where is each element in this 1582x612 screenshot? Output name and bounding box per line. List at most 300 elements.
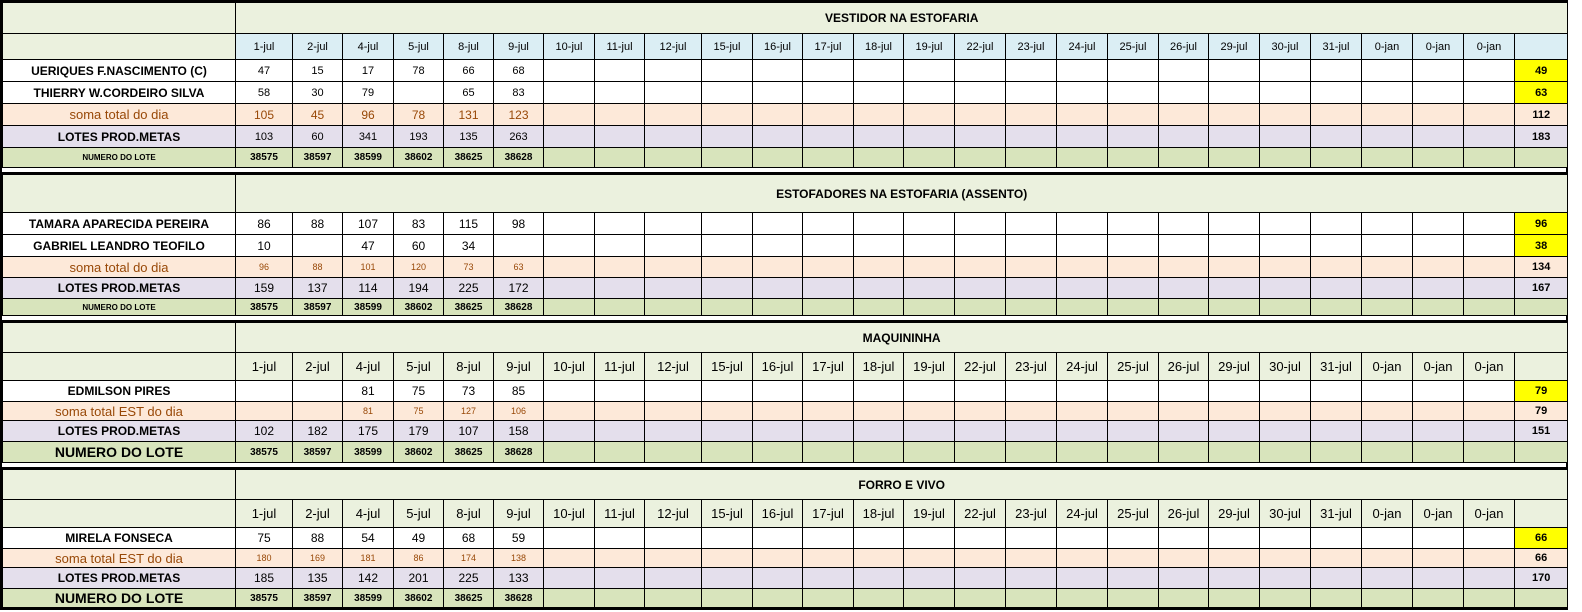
value-cell[interactable]: 81 [343,402,394,421]
value-cell[interactable]: 10 [236,235,293,257]
employee-name[interactable]: MIRELA FONSECA [3,528,236,549]
empty-cell[interactable] [1057,257,1108,278]
empty-cell[interactable] [1464,104,1515,126]
empty-cell[interactable] [1464,299,1515,316]
empty-cell[interactable] [1006,381,1057,402]
empty-cell[interactable] [854,257,904,278]
value-cell[interactable]: 225 [444,278,494,299]
empty-cell[interactable] [1362,257,1413,278]
date-header-cell[interactable]: 22-jul [955,34,1006,60]
date-header-cell[interactable]: 15-jul [702,500,753,528]
value-cell[interactable]: 123 [494,104,544,126]
total-cell[interactable]: 96 [1515,213,1568,235]
empty-cell[interactable] [544,104,595,126]
empty-cell[interactable] [595,589,645,608]
empty-cell[interactable] [1464,213,1515,235]
empty-cell[interactable] [1260,589,1311,608]
sum-label[interactable]: soma total EST do dia [3,549,236,568]
value-cell[interactable] [394,82,444,104]
value-cell[interactable]: 38575 [236,589,293,608]
value-cell[interactable]: 81 [343,381,394,402]
empty-cell[interactable] [753,528,803,549]
date-header-cell[interactable]: 0-jan [1464,34,1515,60]
date-header-cell[interactable]: 0-jan [1413,34,1464,60]
empty-cell[interactable] [1209,589,1260,608]
empty-cell[interactable] [854,126,904,148]
value-cell[interactable]: 83 [394,213,444,235]
empty-cell[interactable] [1311,60,1362,82]
empty-cell[interactable] [1057,381,1108,402]
date-header-cell[interactable]: 22-jul [955,500,1006,528]
empty-cell[interactable] [1006,82,1057,104]
lotes-label[interactable]: LOTES PROD.METAS [3,126,236,148]
lote-label[interactable]: NUMERO DO LOTE [3,148,236,168]
empty-cell[interactable] [1362,148,1413,168]
value-cell[interactable]: 73 [444,257,494,278]
empty-cell[interactable] [1209,82,1260,104]
empty-cell[interactable] [904,126,955,148]
empty-cell[interactable] [595,442,645,463]
value-cell[interactable]: 47 [343,235,394,257]
value-cell[interactable]: 101 [343,257,394,278]
empty-cell[interactable] [1159,402,1209,421]
empty-cell[interactable] [645,299,702,316]
empty-cell[interactable] [803,299,854,316]
empty-cell[interactable] [1311,104,1362,126]
empty-cell[interactable] [1311,126,1362,148]
date-header-cell[interactable]: 15-jul [702,353,753,381]
date-header-cell[interactable]: 1-jul [236,34,293,60]
value-cell[interactable]: 179 [394,421,444,442]
value-cell[interactable]: 30 [293,82,343,104]
empty-cell[interactable] [854,528,904,549]
empty-cell[interactable] [1464,442,1515,463]
empty-cell[interactable] [1209,568,1260,589]
value-cell[interactable]: 15 [293,60,343,82]
empty-cell[interactable] [753,299,803,316]
empty-cell[interactable] [645,235,702,257]
empty-cell[interactable] [1464,381,1515,402]
blank-cell[interactable] [3,3,236,34]
empty-cell[interactable] [1209,104,1260,126]
empty-cell[interactable] [1311,257,1362,278]
empty-cell[interactable] [1057,299,1108,316]
empty-cell[interactable] [753,104,803,126]
empty-cell[interactable] [1311,402,1362,421]
empty-cell[interactable] [1413,82,1464,104]
total-cell[interactable]: 134 [1515,257,1568,278]
empty-cell[interactable] [645,568,702,589]
date-header-cell[interactable]: 9-jul [494,353,544,381]
lotes-label[interactable]: LOTES PROD.METAS [3,421,236,442]
empty-cell[interactable] [955,257,1006,278]
empty-cell[interactable] [753,126,803,148]
value-cell[interactable]: 66 [444,60,494,82]
empty-cell[interactable] [1362,278,1413,299]
empty-cell[interactable] [595,148,645,168]
value-cell[interactable]: 131 [444,104,494,126]
empty-cell[interactable] [854,549,904,568]
empty-cell[interactable] [753,278,803,299]
empty-cell[interactable] [1006,402,1057,421]
empty-cell[interactable] [955,82,1006,104]
empty-cell[interactable] [1209,235,1260,257]
lotes-label[interactable]: LOTES PROD.METAS [3,278,236,299]
date-header-cell[interactable]: 24-jul [1057,353,1108,381]
empty-cell[interactable] [1413,589,1464,608]
empty-cell[interactable] [955,148,1006,168]
date-header-cell[interactable]: 5-jul [394,500,444,528]
empty-cell[interactable] [1260,528,1311,549]
value-cell[interactable]: 60 [293,126,343,148]
empty-cell[interactable] [1159,421,1209,442]
value-cell[interactable]: 38575 [236,442,293,463]
empty-cell[interactable] [645,213,702,235]
empty-cell[interactable] [595,60,645,82]
value-cell[interactable]: 58 [236,82,293,104]
lote-label[interactable]: NUMERO DO LOTE [3,299,236,316]
empty-cell[interactable] [1413,381,1464,402]
empty-cell[interactable] [702,213,753,235]
date-header-cell[interactable]: 30-jul [1260,500,1311,528]
empty-cell[interactable] [1057,402,1108,421]
empty-cell[interactable] [702,299,753,316]
value-cell[interactable] [293,235,343,257]
empty-cell[interactable] [1108,148,1159,168]
empty-cell[interactable] [1006,299,1057,316]
empty-cell[interactable] [544,257,595,278]
date-header-cell[interactable]: 24-jul [1057,34,1108,60]
empty-cell[interactable] [1362,126,1413,148]
empty-cell[interactable] [1209,549,1260,568]
empty-cell[interactable] [1311,235,1362,257]
value-cell[interactable]: 38575 [236,148,293,168]
empty-cell[interactable] [1260,549,1311,568]
empty-cell[interactable] [1006,528,1057,549]
empty-cell[interactable] [1362,421,1413,442]
empty-cell[interactable] [1159,549,1209,568]
date-header-cell[interactable]: 23-jul [1006,353,1057,381]
empty-cell[interactable] [1464,528,1515,549]
empty-cell[interactable] [1057,278,1108,299]
empty-cell[interactable] [595,568,645,589]
date-header-cell[interactable]: 1-jul [236,353,293,381]
sum-label[interactable]: soma total EST do dia [3,402,236,421]
date-header-cell[interactable]: 4-jul [343,34,394,60]
empty-cell[interactable] [753,421,803,442]
date-header-cell[interactable]: 10-jul [544,353,595,381]
value-cell[interactable]: 38597 [293,148,343,168]
empty-cell[interactable] [1108,278,1159,299]
total-cell[interactable]: 170 [1515,568,1568,589]
empty-cell[interactable] [955,60,1006,82]
total-cell[interactable]: 79 [1515,402,1568,421]
empty-cell[interactable] [1006,213,1057,235]
empty-cell[interactable] [1108,568,1159,589]
value-cell[interactable]: 142 [343,568,394,589]
empty-cell[interactable] [1311,82,1362,104]
value-cell[interactable]: 169 [293,549,343,568]
value-cell[interactable]: 225 [444,568,494,589]
empty-cell[interactable] [803,402,854,421]
employee-name[interactable]: TAMARA APARECIDA PEREIRA [3,213,236,235]
value-cell[interactable]: 103 [236,126,293,148]
total-header-cell[interactable] [1515,353,1568,381]
date-header-cell[interactable]: 30-jul [1260,353,1311,381]
empty-cell[interactable] [595,257,645,278]
date-header-cell[interactable]: 31-jul [1311,34,1362,60]
date-header-cell[interactable]: 19-jul [904,500,955,528]
empty-cell[interactable] [803,126,854,148]
date-header-cell[interactable]: 8-jul [444,500,494,528]
value-cell[interactable] [236,381,293,402]
date-header-cell[interactable]: 26-jul [1159,353,1209,381]
empty-cell[interactable] [955,549,1006,568]
empty-cell[interactable] [1006,589,1057,608]
empty-cell[interactable] [854,235,904,257]
empty-cell[interactable] [854,82,904,104]
date-header-cell[interactable]: 29-jul [1209,500,1260,528]
empty-cell[interactable] [1464,60,1515,82]
value-cell[interactable]: 65 [444,82,494,104]
empty-cell[interactable] [1260,213,1311,235]
empty-cell[interactable] [904,568,955,589]
empty-cell[interactable] [1362,381,1413,402]
value-cell[interactable]: 135 [444,126,494,148]
empty-cell[interactable] [1413,299,1464,316]
value-cell[interactable]: 38599 [343,299,394,316]
empty-cell[interactable] [904,257,955,278]
date-header-cell[interactable]: 23-jul [1006,34,1057,60]
value-cell[interactable]: 105 [236,104,293,126]
empty-cell[interactable] [1311,568,1362,589]
empty-cell[interactable] [1209,126,1260,148]
empty-cell[interactable] [854,60,904,82]
empty-cell[interactable] [1108,82,1159,104]
value-cell[interactable]: 63 [494,257,544,278]
empty-cell[interactable] [544,402,595,421]
value-cell[interactable]: 75 [394,381,444,402]
empty-cell[interactable] [702,381,753,402]
empty-cell[interactable] [1413,126,1464,148]
date-header-cell[interactable]: 5-jul [394,353,444,381]
empty-cell[interactable] [1260,104,1311,126]
value-cell[interactable]: 38597 [293,442,343,463]
lote-label[interactable]: NUMERO DO LOTE [3,589,236,608]
empty-cell[interactable] [1413,568,1464,589]
empty-cell[interactable] [753,60,803,82]
date-header-cell[interactable]: 23-jul [1006,500,1057,528]
total-cell[interactable]: 38 [1515,235,1568,257]
empty-cell[interactable] [1108,299,1159,316]
value-cell[interactable]: 83 [494,82,544,104]
empty-cell[interactable] [1108,213,1159,235]
value-cell[interactable]: 115 [444,213,494,235]
empty-cell[interactable] [1311,299,1362,316]
empty-cell[interactable] [645,126,702,148]
empty-cell[interactable] [702,421,753,442]
empty-cell[interactable] [1006,278,1057,299]
value-cell[interactable]: 341 [343,126,394,148]
empty-cell[interactable] [1108,126,1159,148]
value-cell[interactable]: 86 [394,549,444,568]
empty-cell[interactable] [803,421,854,442]
empty-cell[interactable] [702,549,753,568]
empty-cell[interactable] [1362,299,1413,316]
date-header-cell[interactable]: 15-jul [702,34,753,60]
value-cell[interactable]: 175 [343,421,394,442]
value-cell[interactable] [293,381,343,402]
total-header-cell[interactable] [1515,34,1568,60]
empty-cell[interactable] [645,442,702,463]
empty-cell[interactable] [1209,148,1260,168]
value-cell[interactable]: 38625 [444,299,494,316]
empty-cell[interactable] [854,381,904,402]
empty-cell[interactable] [854,213,904,235]
empty-cell[interactable] [702,148,753,168]
empty-cell[interactable] [854,589,904,608]
empty-cell[interactable] [1159,104,1209,126]
empty-cell[interactable] [904,82,955,104]
date-header-cell[interactable]: 26-jul [1159,34,1209,60]
empty-cell[interactable] [1108,381,1159,402]
value-cell[interactable]: 78 [394,60,444,82]
empty-cell[interactable] [1464,568,1515,589]
value-cell[interactable]: 38628 [494,299,544,316]
blank-cell[interactable] [3,323,236,353]
empty-cell[interactable] [645,528,702,549]
empty-cell[interactable] [1260,257,1311,278]
blank-cell[interactable] [3,500,236,528]
date-header-cell[interactable]: 8-jul [444,353,494,381]
empty-cell[interactable] [904,278,955,299]
value-cell[interactable]: 182 [293,421,343,442]
value-cell[interactable]: 75 [236,528,293,549]
value-cell[interactable]: 174 [444,549,494,568]
empty-cell[interactable] [955,299,1006,316]
empty-cell[interactable] [1464,82,1515,104]
value-cell[interactable]: 38628 [494,442,544,463]
value-cell[interactable] [494,235,544,257]
date-header-cell[interactable]: 5-jul [394,34,444,60]
empty-cell[interactable] [1159,568,1209,589]
empty-cell[interactable] [1362,402,1413,421]
empty-cell[interactable] [1362,568,1413,589]
empty-cell[interactable] [1209,421,1260,442]
empty-cell[interactable] [854,299,904,316]
date-header-cell[interactable]: 31-jul [1311,500,1362,528]
date-header-cell[interactable]: 0-jan [1464,353,1515,381]
empty-cell[interactable] [1159,60,1209,82]
empty-cell[interactable] [702,60,753,82]
empty-cell[interactable] [803,213,854,235]
value-cell[interactable]: 159 [236,278,293,299]
empty-cell[interactable] [904,381,955,402]
empty-cell[interactable] [1413,104,1464,126]
empty-cell[interactable] [1413,257,1464,278]
empty-cell[interactable] [1311,213,1362,235]
empty-cell[interactable] [702,235,753,257]
empty-cell[interactable] [1260,82,1311,104]
date-header-cell[interactable]: 29-jul [1209,353,1260,381]
value-cell[interactable] [293,402,343,421]
empty-cell[interactable] [645,278,702,299]
empty-cell[interactable] [904,104,955,126]
date-header-cell[interactable]: 0-jan [1413,353,1464,381]
date-header-cell[interactable]: 0-jan [1362,353,1413,381]
empty-cell[interactable] [1108,589,1159,608]
empty-cell[interactable] [904,589,955,608]
empty-cell[interactable] [645,421,702,442]
value-cell[interactable]: 38597 [293,299,343,316]
empty-cell[interactable] [1159,299,1209,316]
empty-cell[interactable] [1108,442,1159,463]
empty-cell[interactable] [1057,235,1108,257]
empty-cell[interactable] [1362,82,1413,104]
empty-cell[interactable] [854,278,904,299]
value-cell[interactable]: 96 [343,104,394,126]
date-header-cell[interactable]: 10-jul [544,500,595,528]
date-header-cell[interactable]: 17-jul [803,34,854,60]
value-cell[interactable]: 38602 [394,148,444,168]
empty-cell[interactable] [702,589,753,608]
value-cell[interactable]: 38597 [293,589,343,608]
empty-cell[interactable] [1108,104,1159,126]
blank-cell[interactable] [3,353,236,381]
empty-cell[interactable] [595,213,645,235]
empty-cell[interactable] [645,402,702,421]
empty-cell[interactable] [854,442,904,463]
empty-cell[interactable] [1006,104,1057,126]
blank-cell[interactable] [3,175,236,213]
empty-cell[interactable] [702,257,753,278]
empty-cell[interactable] [702,278,753,299]
empty-cell[interactable] [544,82,595,104]
empty-cell[interactable] [1159,82,1209,104]
date-header-cell[interactable]: 11-jul [595,500,645,528]
value-cell[interactable]: 17 [343,60,394,82]
date-header-cell[interactable]: 26-jul [1159,500,1209,528]
date-header-cell[interactable]: 29-jul [1209,34,1260,60]
date-header-cell[interactable]: 9-jul [494,500,544,528]
empty-cell[interactable] [544,235,595,257]
empty-cell[interactable] [955,104,1006,126]
value-cell[interactable]: 107 [343,213,394,235]
value-cell[interactable]: 96 [236,257,293,278]
date-header-cell[interactable]: 18-jul [854,353,904,381]
empty-cell[interactable] [1057,82,1108,104]
empty-cell[interactable] [1260,60,1311,82]
value-cell[interactable]: 88 [293,257,343,278]
empty-cell[interactable] [1260,568,1311,589]
empty-cell[interactable] [1006,549,1057,568]
date-header-cell[interactable]: 19-jul [904,34,955,60]
value-cell[interactable]: 98 [494,213,544,235]
date-header-cell[interactable]: 2-jul [293,353,343,381]
employee-name[interactable]: UERIQUES F.NASCIMENTO (C) [3,60,236,82]
value-cell[interactable]: 38575 [236,299,293,316]
empty-cell[interactable] [803,528,854,549]
empty-cell[interactable] [1311,381,1362,402]
empty-cell[interactable] [702,126,753,148]
empty-cell[interactable] [1260,442,1311,463]
date-header-cell[interactable]: 2-jul [293,34,343,60]
employee-name[interactable]: GABRIEL LEANDRO TEOFILO [3,235,236,257]
empty-cell[interactable] [803,148,854,168]
empty-cell[interactable] [1413,60,1464,82]
empty-cell[interactable] [1159,528,1209,549]
empty-cell[interactable] [1006,126,1057,148]
